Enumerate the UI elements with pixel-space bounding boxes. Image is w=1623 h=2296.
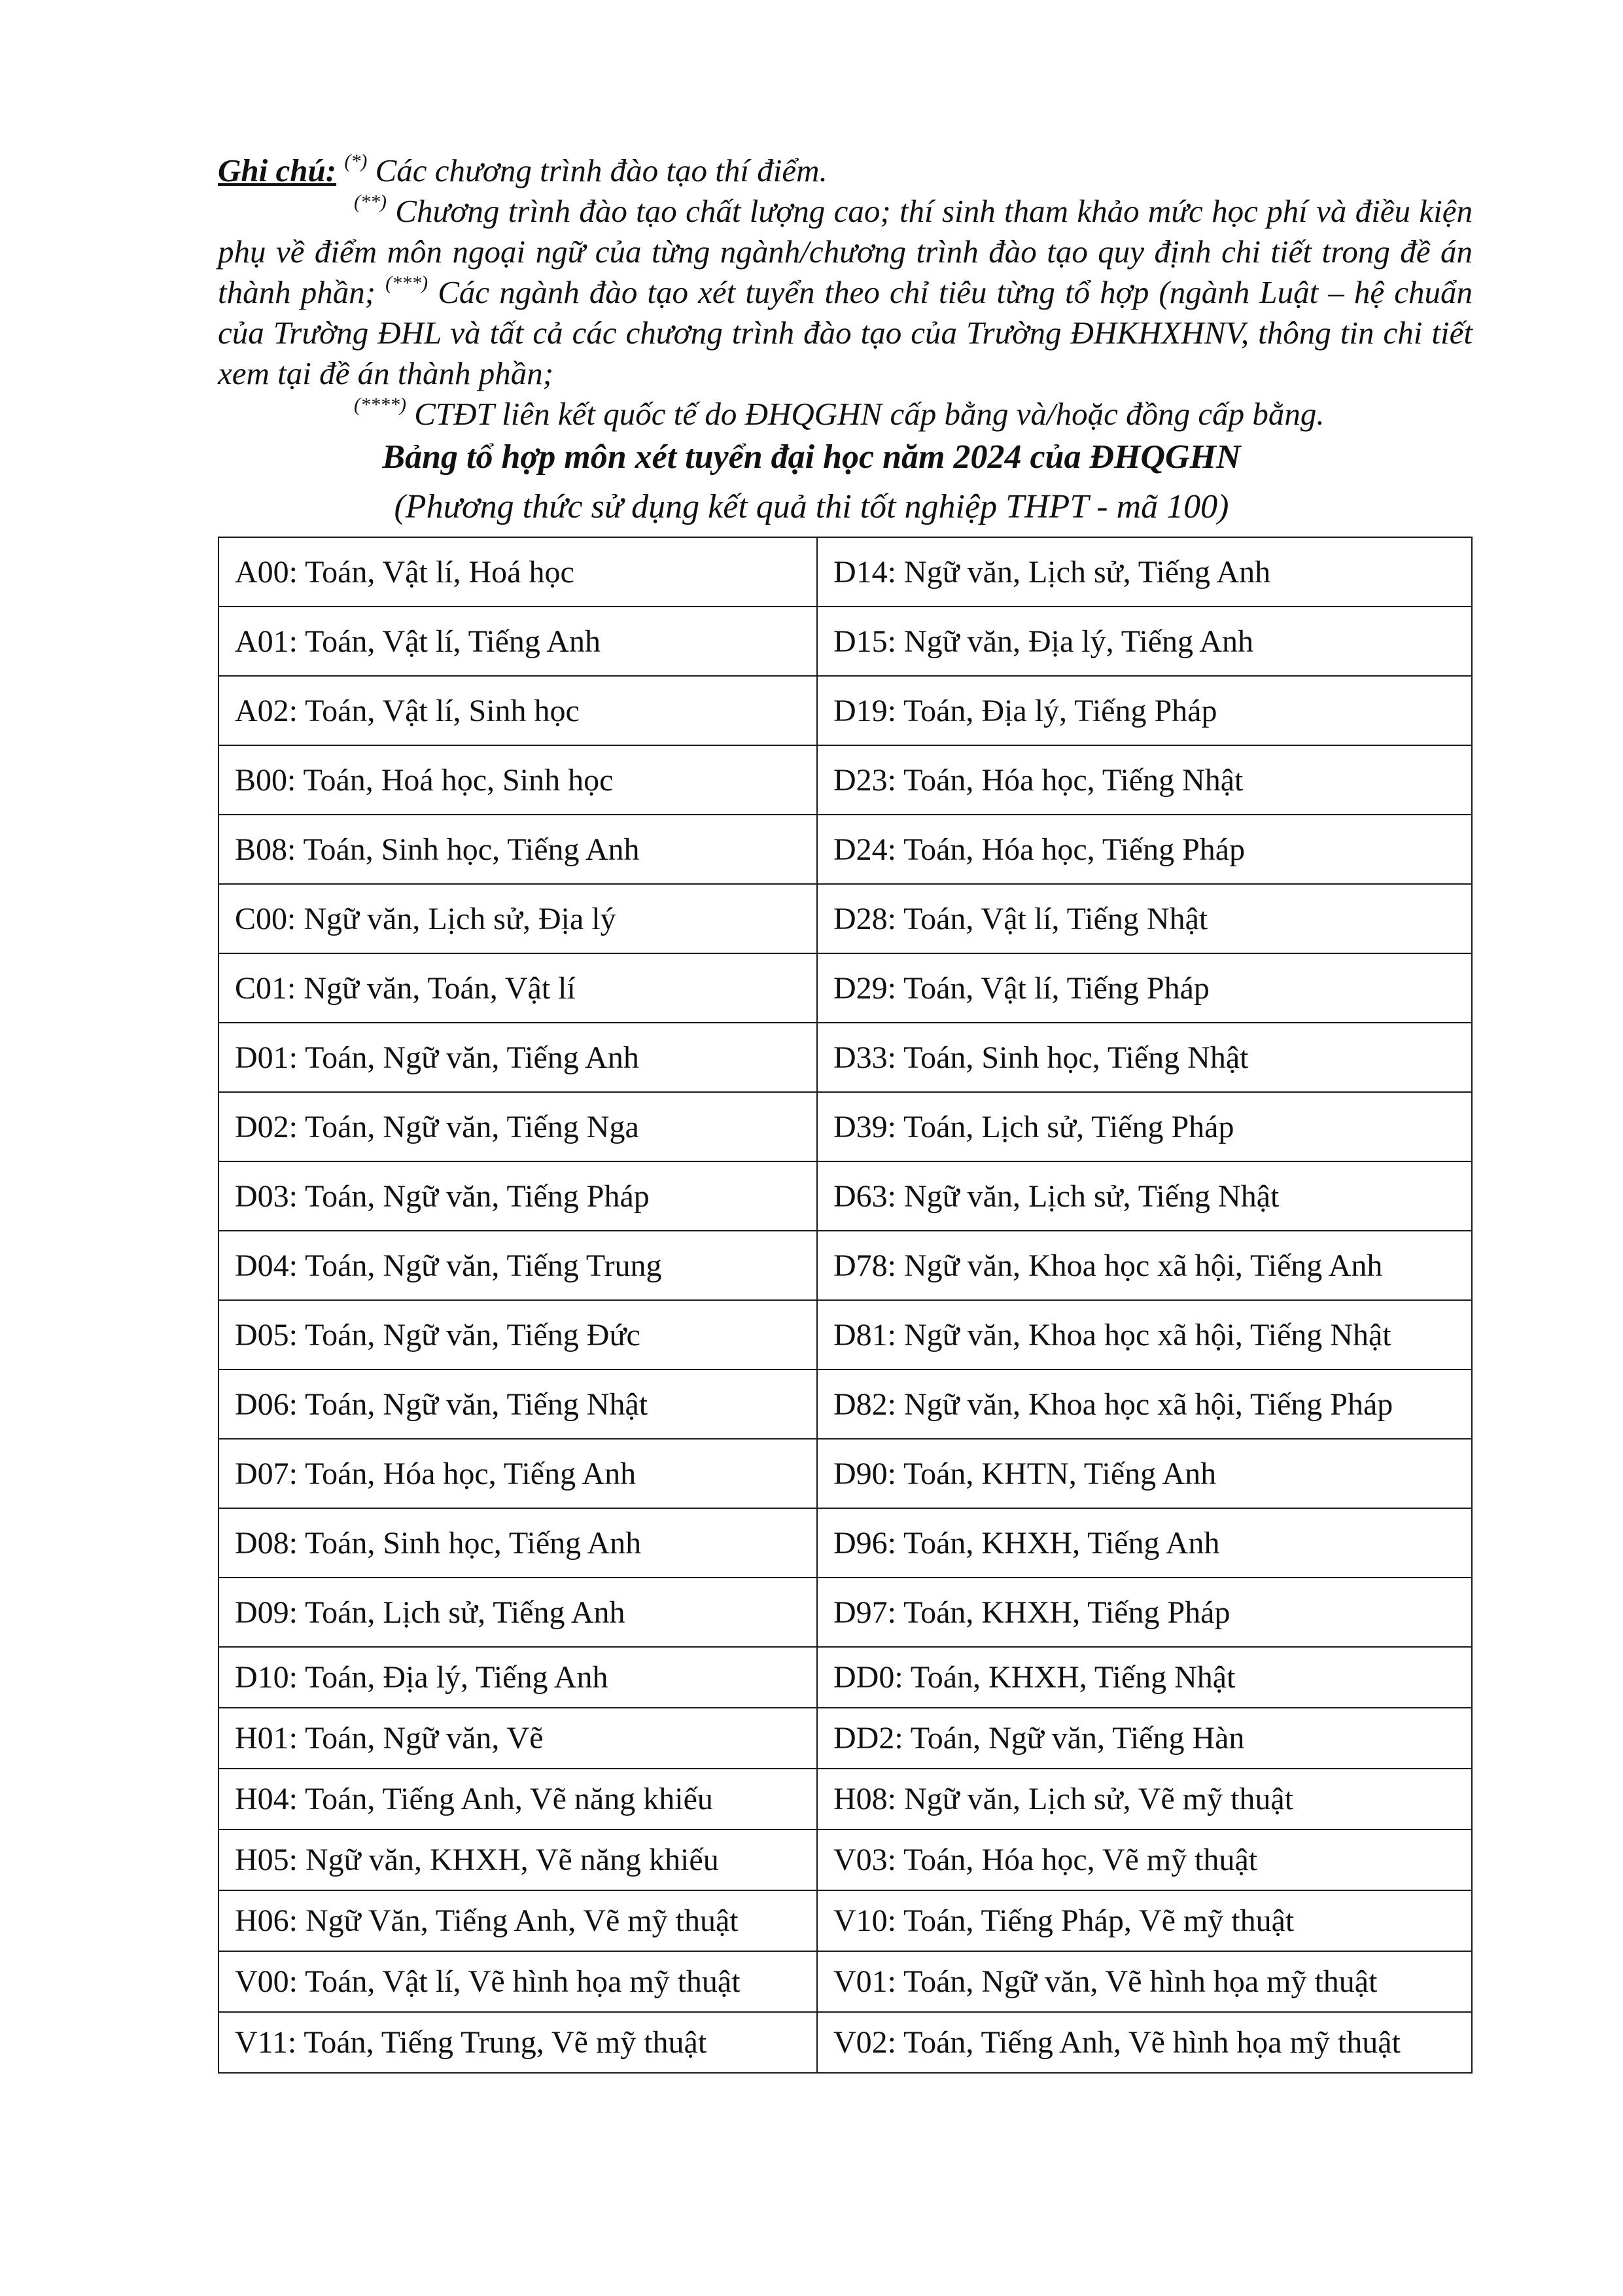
- note-2-3: [218, 191, 1473, 394]
- combo-cell-right: D63: Ngữ văn, Lịch sử, Tiếng Nhật: [817, 1161, 1472, 1231]
- combo-cell-right: D29: Toán, Vật lí, Tiếng Pháp: [817, 953, 1472, 1023]
- table-row: [218, 537, 1472, 607]
- table-subtitle: (Phương thức sử dụng kết quả thi tốt nghiệp THPT - mã 100): [394, 488, 1229, 525]
- combo-cell-left: H05: Ngữ văn, KHXH, Vẽ năng khiếu: [218, 1829, 817, 1890]
- combo-cell-left: H04: Toán, Tiếng Anh, Vẽ năng khiếu: [218, 1769, 817, 1829]
- combo-cell-right: D33: Toán, Sinh học, Tiếng Nhật: [817, 1023, 1472, 1092]
- notes-section: [218, 150, 1473, 434]
- table-row: [218, 1092, 1472, 1161]
- table-row: [218, 953, 1472, 1023]
- table-row: [218, 1578, 1472, 1647]
- table-row: [218, 1708, 1472, 1769]
- combo-cell-right: D97: Toán, KHXH, Tiếng Pháp: [817, 1578, 1472, 1647]
- combo-cell-left: D07: Toán, Hóa học, Tiếng Anh: [218, 1439, 817, 1508]
- note-1: [218, 150, 1473, 191]
- combo-cell-right: V10: Toán, Tiếng Pháp, Vẽ mỹ thuật: [817, 1890, 1472, 1951]
- table-row: [218, 1439, 1472, 1508]
- table-row: [218, 2012, 1472, 2073]
- table-row: [218, 1369, 1472, 1439]
- combo-cell-right: D96: Toán, KHXH, Tiếng Anh: [817, 1508, 1472, 1578]
- table-row: [218, 676, 1472, 745]
- combo-cell-left: D09: Toán, Lịch sử, Tiếng Anh: [218, 1578, 817, 1647]
- combo-cell-right: D14: Ngữ văn, Lịch sử, Tiếng Anh: [817, 537, 1472, 607]
- table-row: [218, 1890, 1472, 1951]
- combo-cell-right: D24: Toán, Hóa học, Tiếng Pháp: [817, 815, 1472, 884]
- combo-cell-right: DD0: Toán, KHXH, Tiếng Nhật: [817, 1647, 1472, 1708]
- combo-cell-right: D15: Ngữ văn, Địa lý, Tiếng Anh: [817, 607, 1472, 676]
- combo-cell-left: D03: Toán, Ngữ văn, Tiếng Pháp: [218, 1161, 817, 1231]
- table-row: [218, 884, 1472, 953]
- combo-cell-right: D23: Toán, Hóa học, Tiếng Nhật: [817, 745, 1472, 815]
- combo-cell-left: C01: Ngữ văn, Toán, Vật lí: [218, 953, 817, 1023]
- combo-cell-right: V03: Toán, Hóa học, Vẽ mỹ thuật: [817, 1829, 1472, 1890]
- combo-cell-left: B08: Toán, Sinh học, Tiếng Anh: [218, 815, 817, 884]
- combo-cell-right: V02: Toán, Tiếng Anh, Vẽ hình họa mỹ thuật: [817, 2012, 1472, 2073]
- combo-cell-left: D05: Toán, Ngữ văn, Tiếng Đức: [218, 1300, 817, 1369]
- note-2-marker: (**): [354, 190, 387, 213]
- combo-cell-right: D28: Toán, Vật lí, Tiếng Nhật: [817, 884, 1472, 953]
- note-1-marker: (*): [344, 150, 368, 172]
- combo-cell-left: C00: Ngữ văn, Lịch sử, Địa lý: [218, 884, 817, 953]
- table-row: [218, 1829, 1472, 1890]
- combo-cell-left: D02: Toán, Ngữ văn, Tiếng Nga: [218, 1092, 817, 1161]
- table-row: [218, 1508, 1472, 1578]
- note-4-text: CTĐT liên kết quốc tế do ĐHQGHN cấp bằng và/hoặc đồng cấp bằng.: [406, 396, 1325, 432]
- table-row: [218, 1951, 1472, 2012]
- table-row: [218, 1161, 1472, 1231]
- combo-cell-right: H08: Ngữ văn, Lịch sử, Vẽ mỹ thuật: [817, 1769, 1472, 1829]
- combo-cell-left: H06: Ngữ Văn, Tiếng Anh, Vẽ mỹ thuật: [218, 1890, 817, 1951]
- table-title: Bảng tổ hợp môn xét tuyển đại học năm 2024 của ĐHQGHN: [382, 438, 1241, 476]
- combo-cell-left: A02: Toán, Vật lí, Sinh học: [218, 676, 817, 745]
- combo-cell-left: D04: Toán, Ngữ văn, Tiếng Trung: [218, 1231, 817, 1300]
- notes-label: Ghi chú:: [218, 152, 337, 188]
- note-3-marker: (***): [385, 272, 428, 294]
- table-row: [218, 607, 1472, 676]
- combo-cell-right: D39: Toán, Lịch sử, Tiếng Pháp: [817, 1092, 1472, 1161]
- note-3-text: Các ngành đào tạo xét tuyển theo chỉ tiêu từng tổ hợp (ngành Luật – hệ chuẩn của Trường ĐHL và tất cả các chương trình đào tạo của Trường ĐHKHXHNV, thông tin chi tiết xem tại đề án thành phần;: [218, 274, 1473, 391]
- note-4: [218, 394, 1473, 434]
- combo-cell-left: D08: Toán, Sinh học, Tiếng Anh: [218, 1508, 817, 1578]
- combo-cell-right: D19: Toán, Địa lý, Tiếng Pháp: [817, 676, 1472, 745]
- combo-cell-left: D01: Toán, Ngữ văn, Tiếng Anh: [218, 1023, 817, 1092]
- combo-cell-left: V11: Toán, Tiếng Trung, Vẽ mỹ thuật: [218, 2012, 817, 2073]
- combo-cell-right: D90: Toán, KHTN, Tiếng Anh: [817, 1439, 1472, 1508]
- combo-cell-left: D10: Toán, Địa lý, Tiếng Anh: [218, 1647, 817, 1708]
- combo-cell-left: D06: Toán, Ngữ văn, Tiếng Nhật: [218, 1369, 817, 1439]
- combo-cell-right: V01: Toán, Ngữ văn, Vẽ hình họa mỹ thuật: [817, 1951, 1472, 2012]
- combo-cell-left: A00: Toán, Vật lí, Hoá học: [218, 537, 817, 607]
- table-row: [218, 1023, 1472, 1092]
- combo-cell-left: A01: Toán, Vật lí, Tiếng Anh: [218, 607, 817, 676]
- combo-cell-right: D81: Ngữ văn, Khoa học xã hội, Tiếng Nhật: [817, 1300, 1472, 1369]
- table-row: [218, 815, 1472, 884]
- combo-cell-right: D82: Ngữ văn, Khoa học xã hội, Tiếng Pháp: [817, 1369, 1472, 1439]
- note-4-marker: (****): [354, 393, 406, 415]
- combo-cell-right: DD2: Toán, Ngữ văn, Tiếng Hàn: [817, 1708, 1472, 1769]
- combo-cell-left: V00: Toán, Vật lí, Vẽ hình họa mỹ thuật: [218, 1951, 817, 2012]
- table-row: [218, 1647, 1472, 1708]
- table-row: [218, 1300, 1472, 1369]
- table-body: [218, 537, 1472, 2073]
- note-2-text: Chương trình đào tạo chất lượng cao; thí sinh tham khảo mức học phí và điều kiện phụ về điểm môn ngoại ngữ của từng ngành/chương trình đào tạo quy định chi tiết trong đề án thành phần;: [218, 193, 1473, 310]
- table-row: [218, 1231, 1472, 1300]
- subject-combination-table: [218, 537, 1473, 2074]
- combo-cell-left: B00: Toán, Hoá học, Sinh học: [218, 745, 817, 815]
- table-row: [218, 1769, 1472, 1829]
- combo-cell-right: D78: Ngữ văn, Khoa học xã hội, Tiếng Anh: [817, 1231, 1472, 1300]
- note-1-text: Các chương trình đào tạo thí điểm.: [367, 152, 828, 188]
- table-row: [218, 745, 1472, 815]
- combo-cell-left: H01: Toán, Ngữ văn, Vẽ: [218, 1708, 817, 1769]
